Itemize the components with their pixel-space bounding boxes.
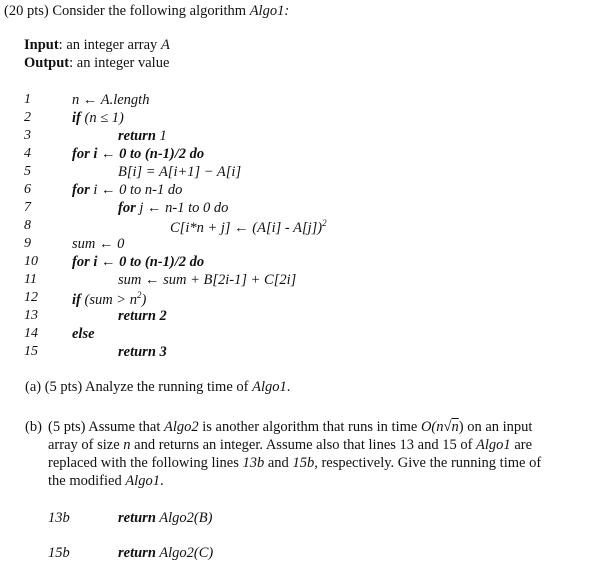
line-number: 10: [24, 254, 38, 269]
code-line-7: for j ← n-1 to 0 do: [118, 200, 229, 216]
input-var: A: [160, 37, 170, 53]
part-b-line-3: replaced with the following lines 13b and 15b, respectively. Give the running time of: [48, 455, 542, 471]
part-b-line-4: the modified Algo1.: [48, 473, 164, 489]
line-number: 4: [24, 146, 31, 161]
line-number: 3: [24, 128, 31, 143]
line-number: 8: [24, 218, 31, 233]
points-label: (20 pts): [4, 3, 49, 19]
code-line-6: for i ← 0 to n-1 do: [72, 182, 183, 198]
line-number: 6: [24, 182, 31, 197]
line-number: 2: [24, 110, 31, 125]
part-a: (a) (5 pts) Analyze the running time of Algo1.: [25, 379, 291, 395]
line-number: 12: [24, 290, 38, 305]
replacement-line-code: return Algo2(B): [118, 510, 213, 526]
replacement-line-code: return Algo2(C): [118, 545, 214, 561]
input-text: : an integer array: [58, 37, 158, 53]
line-number: 13: [24, 308, 38, 323]
replacement-line-number: 13b: [48, 510, 70, 526]
part-a-algo: Algo1: [252, 379, 287, 395]
code-line-5: B[i] = A[i+1] − A[i]: [118, 164, 242, 180]
code-line-13: return 2: [118, 308, 167, 324]
line-number: 7: [24, 200, 31, 215]
output-line: [24, 55, 169, 72]
code-line-4: for i ← 0 to (n-1)/2 do: [72, 146, 205, 162]
code-line-8: C[i*n + j] ← (A[i] - A[j])$^2$: [170, 218, 327, 236]
code-line-12: if $(sum > n^2)$: [72, 290, 147, 308]
problem-header: [4, 3, 289, 20]
part-b-label: (b): [25, 419, 42, 435]
code-line-15: return 3: [118, 344, 167, 360]
line-number: 14: [24, 326, 38, 341]
line-number: 11: [24, 272, 37, 287]
code-line-10: for i ← 0 to (n-1)/2 do: [72, 254, 205, 270]
line-number: 15: [24, 344, 38, 359]
input-label: Input: [24, 37, 59, 53]
replacement-line-number: 15b: [48, 545, 70, 561]
line-number: 5: [24, 164, 31, 179]
line-number: 9: [24, 236, 31, 251]
part-a-text: (5 pts) Analyze the running time of: [44, 379, 249, 395]
output-label: Output: [24, 55, 70, 71]
input-line: [24, 37, 170, 54]
header-algo-name: Algo1:: [249, 3, 290, 19]
code-line-14: else: [72, 326, 95, 342]
part-b-line-1: (5 pts) Assume that Algo2 is another algorithm that runs in time O(n√n) on an input: [48, 419, 533, 435]
part-a-label: (a): [25, 379, 42, 395]
part-b-line-2: array of size n and returns an integer. Assume also that lines 13 and 15 of Algo1 are: [48, 437, 533, 453]
header-text: Consider the following algorithm: [52, 3, 247, 19]
code-line-3: return 1: [118, 128, 167, 144]
line-number: 1: [24, 92, 31, 107]
code-line-9: sum ← 0: [72, 236, 125, 252]
code-line-2: if (n ≤ 1): [72, 110, 124, 126]
code-line-1: n ← A.length: [72, 92, 150, 108]
output-text: : an integer value: [69, 55, 170, 71]
code-line-11: sum ← sum + B[2i-1] + C[2i]: [118, 272, 297, 288]
